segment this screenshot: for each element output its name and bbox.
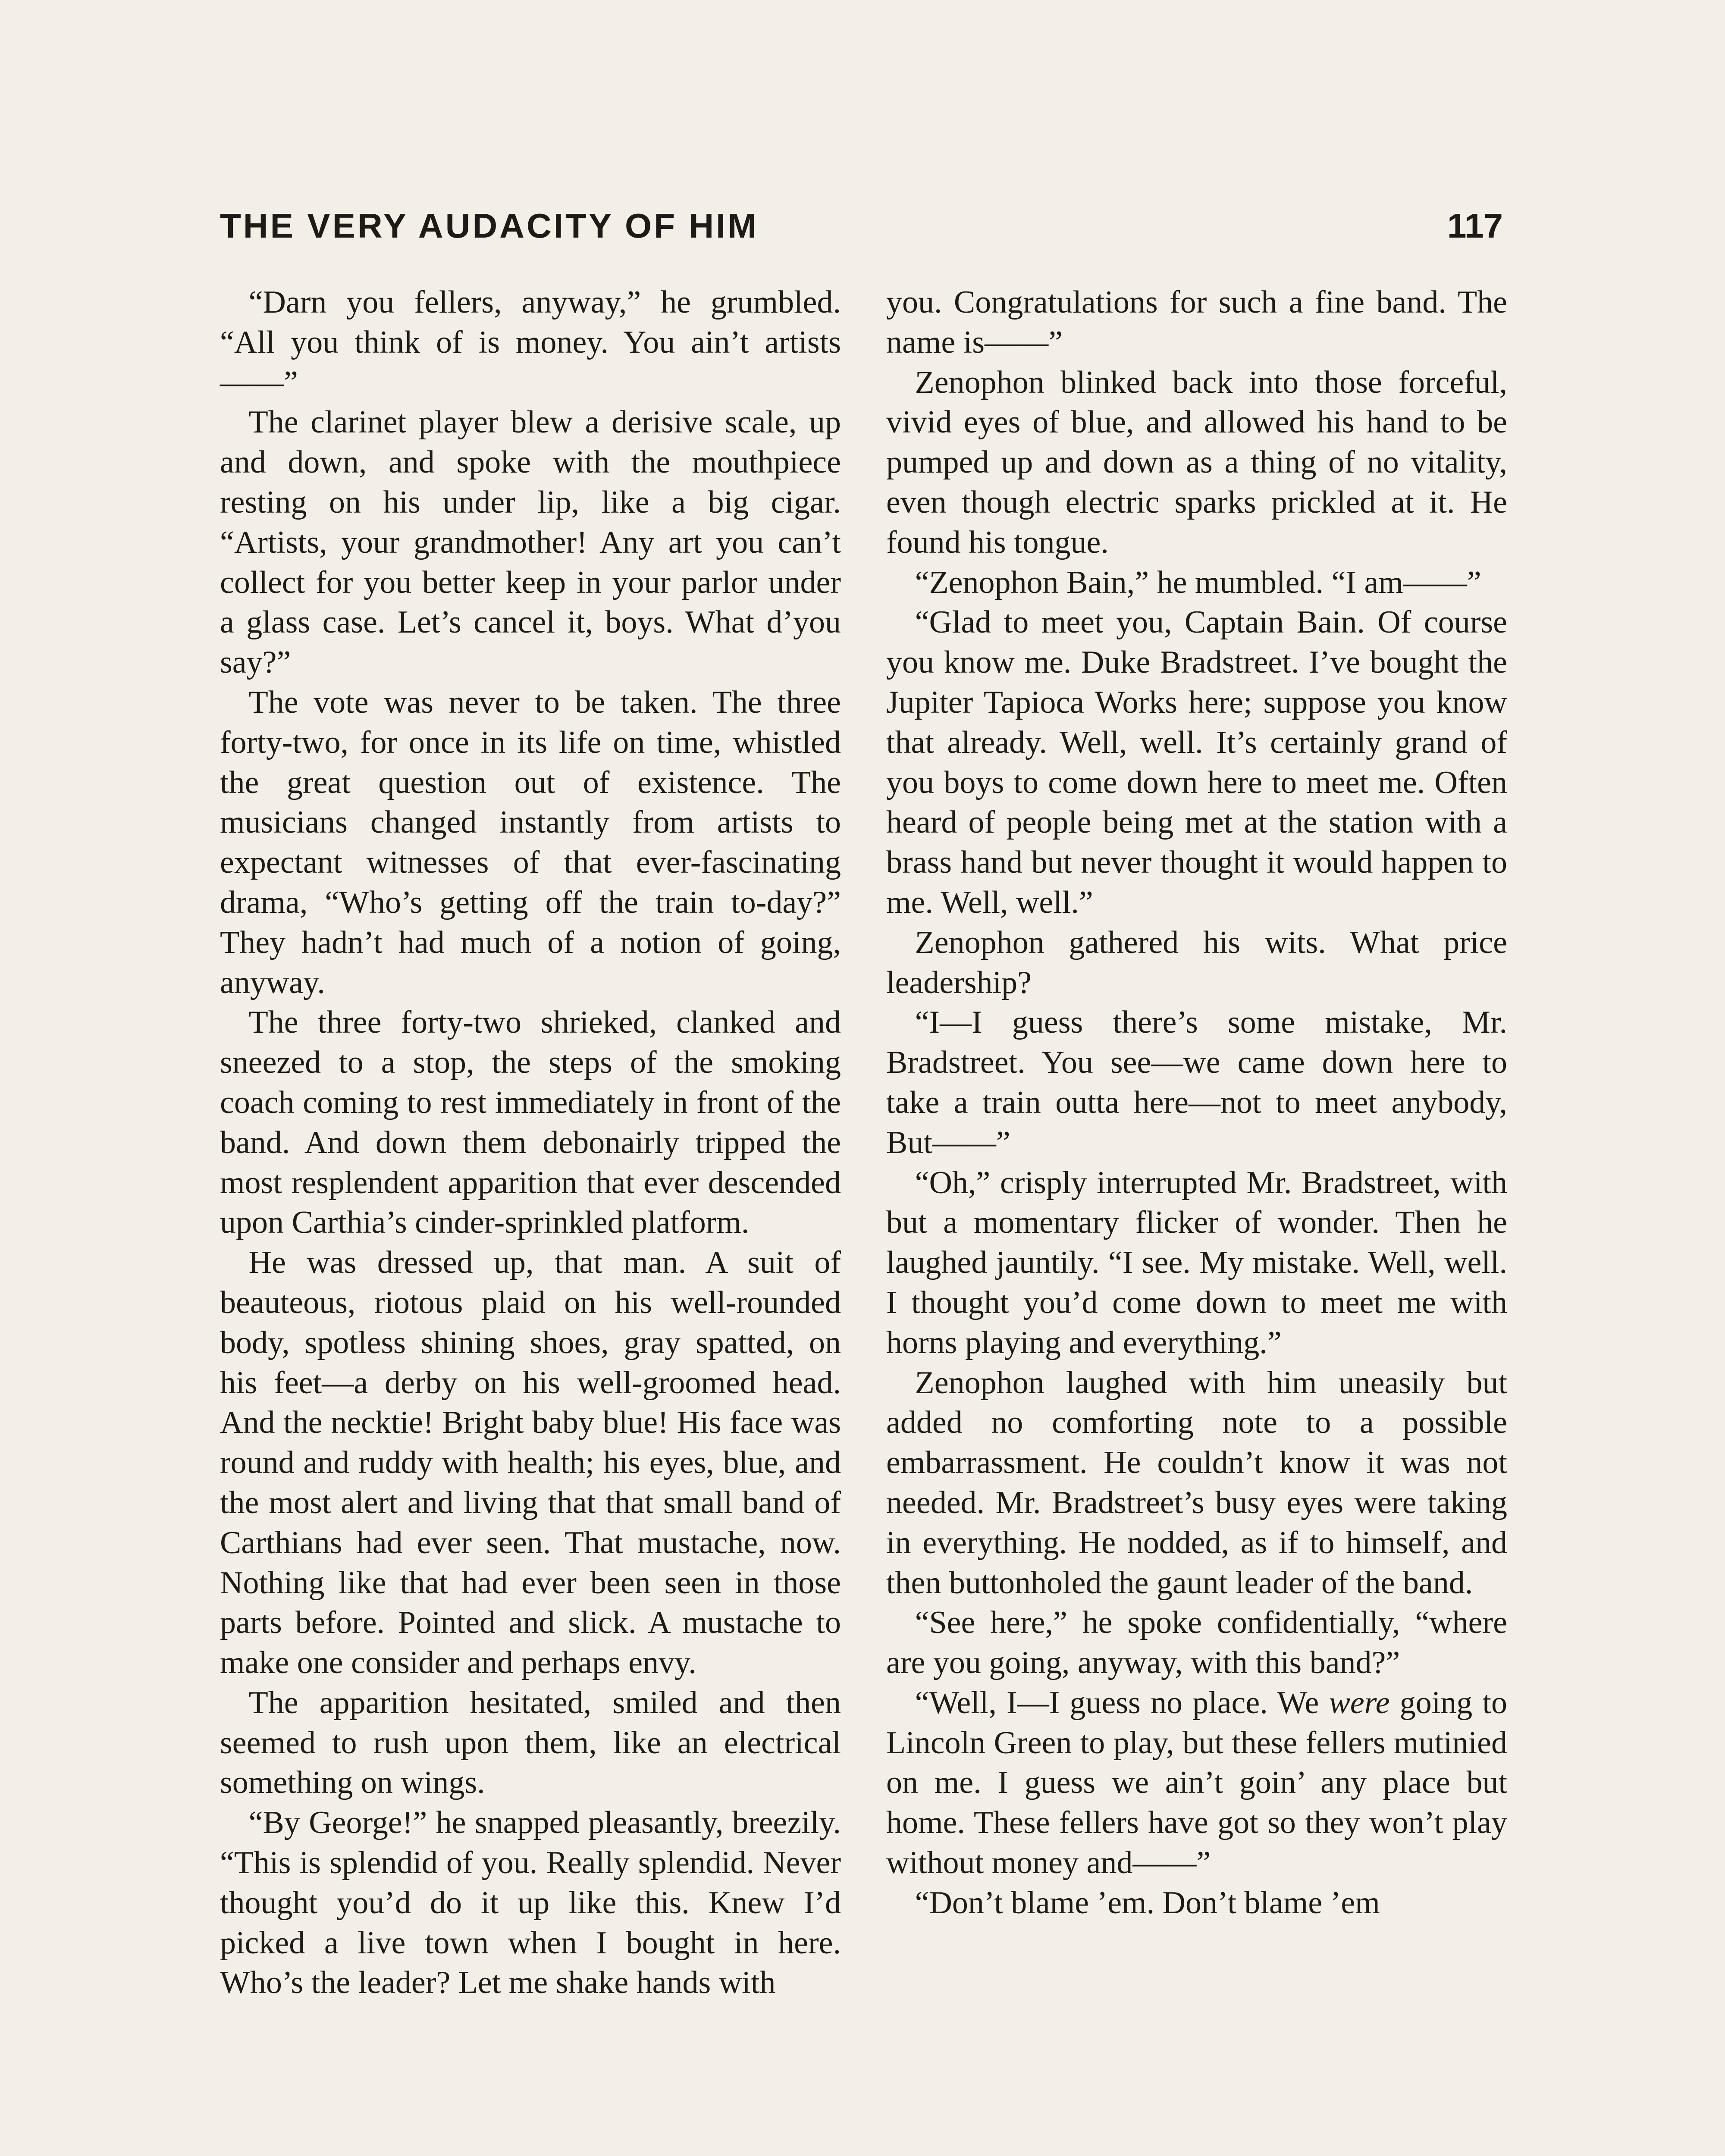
paragraph: “I—I guess there’s some mistake, Mr. Bradstreet. You see—we came down here to take a train outta here—not to meet anybody, But——” [886,1005,1507,1160]
paragraph: “Don’t blame ’em. Don’t blame ’em [915,1885,1380,1921]
left-text-column [220,282,841,2003]
paragraph: “Oh,” crisply interrupted Mr. Bradstreet, with but a momentary flicker of wonder. Then he laughed jauntily. “I see. My mistake. Well, well. I thought you’d come down to meet me with horns playing and everything.” [886,1165,1507,1360]
paragraph: “See here,” he spoke confidentially, “where are you going, anyway, with this band?” [886,1605,1507,1681]
paragraph: Zenophon laughed with him uneasily but added no comforting note to a possible embarrassment. He couldn’t know it was not needed. Mr. Bradstreet’s busy eyes were taking in everything. He nodded, as if to himself, and then buttonholed the gaunt leader of the band. [886,1365,1507,1601]
emphasized-word: were [1329,1685,1390,1720]
paragraph: Zenophon blinked back into those forceful, vivid eyes of blue, and allowed his hand to be pumped up and down as a thing of no vitality, even though electric sparks prickled at it. He found his tongue. [886,364,1507,560]
text-run: “Well, I—I guess no place. We [915,1685,1329,1720]
paragraph: “Glad to meet you, Captain Bain. Of course you know me. Duke Bradstreet. I’ve bought the Jupiter Tapioca Works here; suppose you know that already. Well, well. It’s certainly grand of you boys to come down here to meet me. Often heard of people being met at the station with a brass hand but never thought it would happen to me. Well, well.” [886,605,1507,920]
paragraph-with-emphasis [886,1683,1507,1883]
right-text-column [886,282,1507,1923]
paragraph: The vote was never to be taken. The three forty-two, for once in its life on time, whistled the great question out of existence. The musicians changed instantly from artists to expectant witnesses of that ever-fascinating drama, “Who’s getting off the train to-day?” They hadn’t had much of a notion of going, anyway. [220,684,841,1000]
paragraph: He was dressed up, that man. A suit of beauteous, riotous plaid on his well-rounded body, spotless shining shoes, gray spatted, on his feet—a derby on his well-groomed head. And the necktie! Bright baby blue! His face was round and ruddy with health; his eyes, blue, and the most alert and living that that small band of Carthians had ever seen. That mustache, now. Nothing like that had ever been seen in those parts before. Pointed and slick. A mustache to make one consider and perhaps envy. [220,1245,841,1681]
paragraph: “Zenophon Bain,” he mumbled. “I am——” [915,564,1481,600]
paragraph: Zenophon gathered his wits. What price leadership? [886,924,1507,1000]
paragraph: The three forty-two shrieked, clanked and sneezed to a stop, the steps of the smoking coach coming to rest immediately in front of the band. And down them debonairly tripped the most resplendent apparition that ever descended upon Carthia’s cinder-sprinkled platform. [220,1005,841,1241]
text-run: going to Lincoln Green to play, but these fellers mutinied on me. I guess we ain’t goin’ any place but home. These fellers have got so they won’t play without money and——” [886,1685,1507,1881]
paragraph: The clarinet player blew a derisive scale, up and down, and spoke with the mouthpiece resting on his under lip, like a big cigar. “Artists, your grandmother! Any art you can’t collect for you better keep in your parlor under a glass case. Let’s cancel it, boys. What d’you say?” [220,404,841,680]
running-title: THE VERY AUDACITY OF HIM [220,207,759,245]
paragraph: “By George!” he snapped pleasantly, breezily. “This is splendid of you. Really splendid. Never thought you’d do it up like this. Knew I’d picked a live town when I bought in here. Who’s the leader? Let me shake hands with [220,1805,841,2001]
paragraph: The apparition hesitated, smiled and then seemed to rush upon them, like an electrical something on wings. [220,1685,841,1801]
paragraph: “Darn you fellers, anyway,” he grumbled. “All you think of is money. You ain’t artists——” [220,285,841,400]
page-number: 117 [1447,207,1503,245]
paragraph-continuation: you. Congratulations for such a fine band. The name is——” [886,285,1507,360]
running-header [220,206,1503,258]
